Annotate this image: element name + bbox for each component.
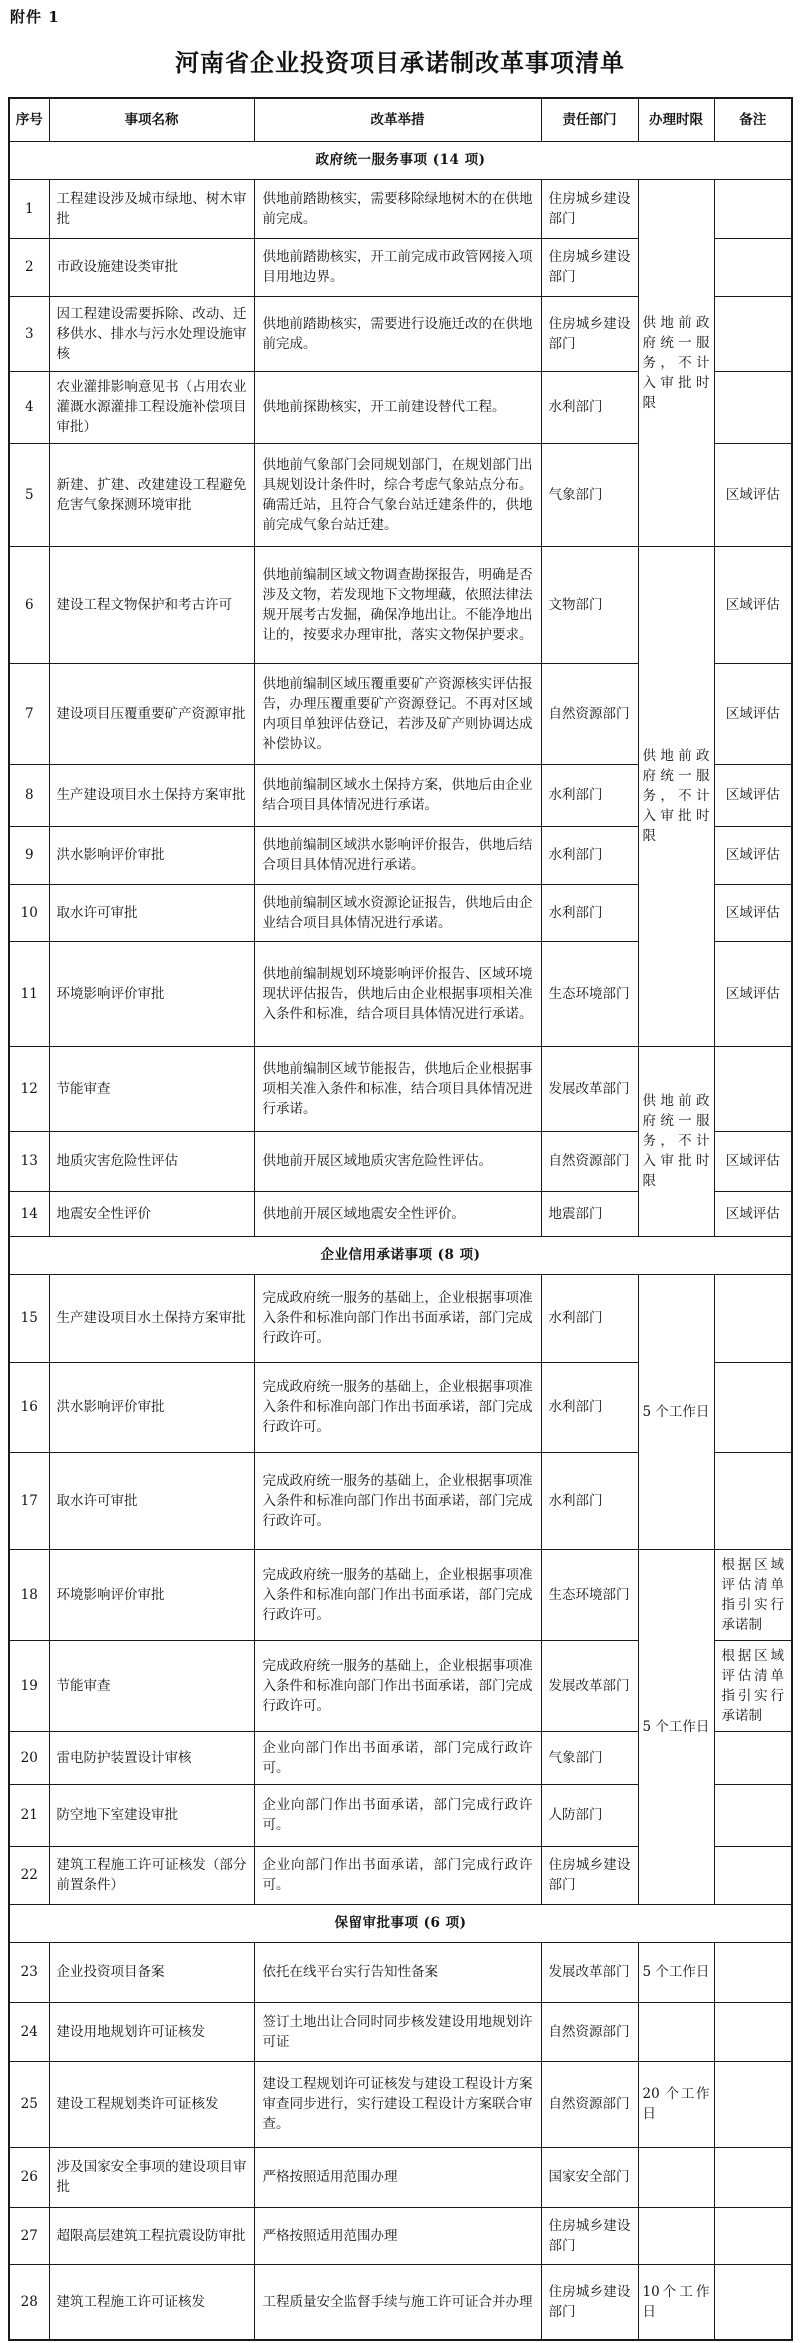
cell-note: 区域评估 bbox=[714, 884, 792, 941]
cell-item-name: 洪水影响评价审批 bbox=[49, 826, 254, 884]
cell-reform-measure: 供地前探勘核实，开工前建设替代工程。 bbox=[254, 371, 541, 443]
cell-row-number: 9 bbox=[9, 826, 49, 884]
cell-row-number: 10 bbox=[9, 884, 49, 941]
cell-item-name: 超限高层建筑工程抗震设防审批 bbox=[49, 2207, 254, 2264]
cell-note: 区域评估 bbox=[714, 1191, 792, 1236]
cell-time-limit: 供地前政府统一服务，不计入审批时限 bbox=[638, 179, 714, 546]
cell-row-number: 4 bbox=[9, 371, 49, 443]
cell-row-number: 3 bbox=[9, 296, 49, 371]
cell-item-name: 防空地下室建设审批 bbox=[49, 1784, 254, 1846]
cell-item-name: 生产建设项目水土保持方案审批 bbox=[49, 1274, 254, 1362]
cell-responsible-dept: 自然资源部门 bbox=[541, 2002, 638, 2061]
cell-note bbox=[714, 1846, 792, 1904]
cell-item-name: 环境影响评价审批 bbox=[49, 1549, 254, 1640]
cell-item-name: 建设工程文物保护和考古许可 bbox=[49, 546, 254, 663]
section-title: 企业信用承诺事项 (8 项) bbox=[9, 1236, 792, 1274]
cell-item-name: 节能审查 bbox=[49, 1640, 254, 1731]
cell-row-number: 20 bbox=[9, 1731, 49, 1784]
cell-responsible-dept: 发展改革部门 bbox=[541, 1942, 638, 2002]
cell-note: 区域评估 bbox=[714, 826, 792, 884]
cell-note: 区域评估 bbox=[714, 443, 792, 546]
cell-responsible-dept: 气象部门 bbox=[541, 443, 638, 546]
cell-note bbox=[714, 1731, 792, 1784]
cell-note bbox=[714, 1274, 792, 1362]
table-row bbox=[9, 2061, 792, 2147]
section-title: 政府统一服务事项 (14 项) bbox=[9, 141, 792, 179]
cell-item-name: 雷电防护装置设计审核 bbox=[49, 1731, 254, 1784]
cell-note: 区域评估 bbox=[714, 941, 792, 1046]
cell-item-name: 涉及国家安全事项的建设项目审批 bbox=[49, 2147, 254, 2207]
cell-reform-measure: 供地前编制区域节能报告，供地后企业根据事项相关准入条件和标准，结合项目具体情况进行承诺。 bbox=[254, 1046, 541, 1131]
cell-item-name: 企业投资项目备案 bbox=[49, 1942, 254, 2002]
cell-item-name: 建设工程规划类许可证核发 bbox=[49, 2061, 254, 2147]
cell-note bbox=[714, 179, 792, 238]
table-row bbox=[9, 2207, 792, 2264]
cell-responsible-dept: 发展改革部门 bbox=[541, 1046, 638, 1131]
cell-responsible-dept: 国家安全部门 bbox=[541, 2147, 638, 2207]
cell-responsible-dept: 水利部门 bbox=[541, 371, 638, 443]
column-header-measure: 改革举措 bbox=[254, 98, 541, 141]
cell-reform-measure: 完成政府统一服务的基础上，企业根据事项准入条件和标准向部门作出书面承诺，部门完成行政许可。 bbox=[254, 1274, 541, 1362]
cell-item-name: 生产建设项目水土保持方案审批 bbox=[49, 764, 254, 826]
cell-row-number: 28 bbox=[9, 2264, 49, 2340]
table-row bbox=[9, 546, 792, 663]
cell-row-number: 7 bbox=[9, 663, 49, 764]
cell-row-number: 27 bbox=[9, 2207, 49, 2264]
cell-responsible-dept: 水利部门 bbox=[541, 826, 638, 884]
cell-responsible-dept: 文物部门 bbox=[541, 546, 638, 663]
cell-item-name: 建设用地规划许可证核发 bbox=[49, 2002, 254, 2061]
section-header-row bbox=[9, 141, 792, 179]
cell-row-number: 24 bbox=[9, 2002, 49, 2061]
column-header-name: 事项名称 bbox=[49, 98, 254, 141]
section-header-row bbox=[9, 1904, 792, 1942]
cell-item-name: 因工程建设需要拆除、改动、迁移供水、排水与污水处理设施审核 bbox=[49, 296, 254, 371]
cell-responsible-dept: 气象部门 bbox=[541, 1731, 638, 1784]
cell-note bbox=[714, 2002, 792, 2061]
cell-item-name: 取水许可审批 bbox=[49, 884, 254, 941]
cell-time-limit: 20 个工作日 bbox=[638, 2061, 714, 2147]
cell-note bbox=[714, 2207, 792, 2264]
cell-responsible-dept: 发展改革部门 bbox=[541, 1640, 638, 1731]
cell-note bbox=[714, 1362, 792, 1452]
cell-item-name: 环境影响评价审批 bbox=[49, 941, 254, 1046]
cell-reform-measure: 供地前编制区域洪水影响评价报告，供地后结合项目具体情况进行承诺。 bbox=[254, 826, 541, 884]
cell-item-name: 建筑工程施工许可证核发（部分前置条件） bbox=[49, 1846, 254, 1904]
table-row bbox=[9, 2147, 792, 2207]
cell-reform-measure: 供地前踏勘核实，需要进行设施迁改的在供地前完成。 bbox=[254, 296, 541, 371]
cell-reform-measure: 供地前气象部门会同规划部门，在规划部门出具规划设计条件时，综合考虑气象站点分布。确需迁站，且符合气象台站迁建条件的，供地前完成气象台站迁建。 bbox=[254, 443, 541, 546]
cell-row-number: 18 bbox=[9, 1549, 49, 1640]
cell-reform-measure: 供地前开展区域地质灾害危险性评估。 bbox=[254, 1131, 541, 1191]
cell-time-limit bbox=[638, 2002, 714, 2061]
cell-reform-measure: 严格按照适用范围办理 bbox=[254, 2207, 541, 2264]
cell-note bbox=[714, 1046, 792, 1131]
cell-note: 区域评估 bbox=[714, 764, 792, 826]
cell-reform-measure: 供地前编制规划环境影响评价报告、区域环境现状评估报告，供地后由企业根据事项相关准入条件和标准，结合项目具体情况进行承诺。 bbox=[254, 941, 541, 1046]
cell-reform-measure: 供地前编制区域文物调查勘探报告，明确是否涉及文物，若发现地下文物埋藏，依照法律法规开展考古发掘，确保净地出让。不能净地出让的，按要求办理审批，落实文物保护要求。 bbox=[254, 546, 541, 663]
cell-note bbox=[714, 1452, 792, 1549]
table-row bbox=[9, 2002, 792, 2061]
cell-reform-measure: 完成政府统一服务的基础上，企业根据事项准入条件和标准向部门作出书面承诺，部门完成行政许可。 bbox=[254, 1549, 541, 1640]
cell-reform-measure: 依托在线平台实行告知性备案 bbox=[254, 1942, 541, 2002]
cell-time-limit bbox=[638, 2147, 714, 2207]
cell-item-name: 工程建设涉及城市绿地、树木审批 bbox=[49, 179, 254, 238]
cell-time-limit: 5 个工作日 bbox=[638, 1549, 714, 1904]
cell-row-number: 8 bbox=[9, 764, 49, 826]
cell-responsible-dept: 住房城乡建设部门 bbox=[541, 238, 638, 296]
cell-note: 根据区域评估清单指引实行承诺制 bbox=[714, 1549, 792, 1640]
table-row bbox=[9, 179, 792, 238]
document-page bbox=[0, 6, 800, 2343]
reform-items-table bbox=[8, 97, 793, 2341]
cell-row-number: 16 bbox=[9, 1362, 49, 1452]
cell-note bbox=[714, 2147, 792, 2207]
cell-note bbox=[714, 2264, 792, 2340]
cell-reform-measure: 供地前开展区域地震安全性评价。 bbox=[254, 1191, 541, 1236]
cell-responsible-dept: 自然资源部门 bbox=[541, 663, 638, 764]
cell-responsible-dept: 水利部门 bbox=[541, 1452, 638, 1549]
section-title: 保留审批事项 (6 项) bbox=[9, 1904, 792, 1942]
cell-note bbox=[714, 1784, 792, 1846]
cell-item-name: 地震安全性评价 bbox=[49, 1191, 254, 1236]
cell-time-limit: 10个工作日 bbox=[638, 2264, 714, 2340]
cell-note bbox=[714, 371, 792, 443]
cell-time-limit: 5 个工作日 bbox=[638, 1274, 714, 1549]
cell-row-number: 23 bbox=[9, 1942, 49, 2002]
cell-responsible-dept: 水利部门 bbox=[541, 764, 638, 826]
cell-item-name: 市政设施建设类审批 bbox=[49, 238, 254, 296]
cell-reform-measure: 签订土地出让合同时同步核发建设用地规划许可证 bbox=[254, 2002, 541, 2061]
cell-note: 区域评估 bbox=[714, 663, 792, 764]
cell-row-number: 2 bbox=[9, 238, 49, 296]
cell-row-number: 17 bbox=[9, 1452, 49, 1549]
cell-reform-measure: 严格按照适用范围办理 bbox=[254, 2147, 541, 2207]
cell-row-number: 6 bbox=[9, 546, 49, 663]
cell-note: 区域评估 bbox=[714, 1131, 792, 1191]
table-row bbox=[9, 2264, 792, 2340]
cell-responsible-dept: 自然资源部门 bbox=[541, 1131, 638, 1191]
cell-row-number: 15 bbox=[9, 1274, 49, 1362]
table-row bbox=[9, 1274, 792, 1362]
cell-row-number: 25 bbox=[9, 2061, 49, 2147]
cell-reform-measure: 企业向部门作出书面承诺，部门完成行政许可。 bbox=[254, 1731, 541, 1784]
cell-item-name: 节能审查 bbox=[49, 1046, 254, 1131]
cell-reform-measure: 供地前踏勘核实，需要移除绿地树木的在供地前完成。 bbox=[254, 179, 541, 238]
cell-reform-measure: 建设工程规划许可证核发与建设工程设计方案审查同步进行，实行建设工程设计方案联合审查。 bbox=[254, 2061, 541, 2147]
attachment-label: 附件 1 bbox=[10, 8, 60, 26]
cell-responsible-dept: 水利部门 bbox=[541, 884, 638, 941]
cell-row-number: 13 bbox=[9, 1131, 49, 1191]
cell-note bbox=[714, 1942, 792, 2002]
header-row bbox=[9, 98, 792, 141]
cell-item-name: 洪水影响评价审批 bbox=[49, 1362, 254, 1452]
cell-note bbox=[714, 2061, 792, 2147]
page-title: 河南省企业投资项目承诺制改革事项清单 bbox=[175, 48, 625, 77]
cell-reform-measure: 企业向部门作出书面承诺，部门完成行政许可。 bbox=[254, 1784, 541, 1846]
cell-time-limit bbox=[638, 2207, 714, 2264]
cell-item-name: 新建、扩建、改建建设工程避免危害气象探测环境审批 bbox=[49, 443, 254, 546]
table-row bbox=[9, 1942, 792, 2002]
cell-note: 区域评估 bbox=[714, 546, 792, 663]
cell-note: 根据区域评估清单指引实行承诺制 bbox=[714, 1640, 792, 1731]
cell-reform-measure: 完成政府统一服务的基础上，企业根据事项准入条件和标准向部门作出书面承诺，部门完成行政许可。 bbox=[254, 1452, 541, 1549]
column-header-no: 序号 bbox=[9, 98, 49, 141]
section-header-row bbox=[9, 1236, 792, 1274]
cell-reform-measure: 供地前编制区域压覆重要矿产资源核实评估报告，办理压覆重要矿产资源登记。不再对区域内项目单独评估登记，若涉及矿产则协调达成补偿协议。 bbox=[254, 663, 541, 764]
cell-responsible-dept: 水利部门 bbox=[541, 1362, 638, 1452]
cell-responsible-dept: 住房城乡建设部门 bbox=[541, 1846, 638, 1904]
cell-row-number: 14 bbox=[9, 1191, 49, 1236]
cell-time-limit: 供地前政府统一服务，不计入审批时限 bbox=[638, 546, 714, 1046]
column-header-note: 备注 bbox=[714, 98, 792, 141]
cell-responsible-dept: 生态环境部门 bbox=[541, 941, 638, 1046]
cell-reform-measure: 供地前踏勘核实，开工前完成市政管网接入项目用地边界。 bbox=[254, 238, 541, 296]
cell-responsible-dept: 住房城乡建设部门 bbox=[541, 296, 638, 371]
table-row bbox=[9, 1046, 792, 1131]
table-row bbox=[9, 1549, 792, 1640]
cell-reform-measure: 供地前编制区域水资源论证报告，供地后由企业结合项目具体情况进行承诺。 bbox=[254, 884, 541, 941]
cell-responsible-dept: 住房城乡建设部门 bbox=[541, 2264, 638, 2340]
cell-responsible-dept: 地震部门 bbox=[541, 1191, 638, 1236]
cell-note bbox=[714, 238, 792, 296]
column-header-dept: 责任部门 bbox=[541, 98, 638, 141]
cell-row-number: 22 bbox=[9, 1846, 49, 1904]
cell-reform-measure: 工程质量安全监督手续与施工许可证合并办理 bbox=[254, 2264, 541, 2340]
cell-responsible-dept: 生态环境部门 bbox=[541, 1549, 638, 1640]
cell-reform-measure: 完成政府统一服务的基础上，企业根据事项准入条件和标准向部门作出书面承诺，部门完成行政许可。 bbox=[254, 1362, 541, 1452]
cell-row-number: 11 bbox=[9, 941, 49, 1046]
cell-row-number: 5 bbox=[9, 443, 49, 546]
cell-item-name: 地质灾害危险性评估 bbox=[49, 1131, 254, 1191]
cell-responsible-dept: 住房城乡建设部门 bbox=[541, 179, 638, 238]
cell-reform-measure: 企业向部门作出书面承诺，部门完成行政许可。 bbox=[254, 1846, 541, 1904]
column-header-time: 办理时限 bbox=[638, 98, 714, 141]
cell-row-number: 1 bbox=[9, 179, 49, 238]
cell-reform-measure: 供地前编制区域水土保持方案，供地后由企业结合项目具体情况进行承诺。 bbox=[254, 764, 541, 826]
cell-time-limit: 5 个工作日 bbox=[638, 1942, 714, 2002]
cell-item-name: 建设项目压覆重要矿产资源审批 bbox=[49, 663, 254, 764]
cell-responsible-dept: 住房城乡建设部门 bbox=[541, 2207, 638, 2264]
cell-reform-measure: 完成政府统一服务的基础上，企业根据事项准入条件和标准向部门作出书面承诺，部门完成行政许可。 bbox=[254, 1640, 541, 1731]
cell-row-number: 21 bbox=[9, 1784, 49, 1846]
cell-responsible-dept: 人防部门 bbox=[541, 1784, 638, 1846]
cell-item-name: 建筑工程施工许可证核发 bbox=[49, 2264, 254, 2340]
cell-responsible-dept: 水利部门 bbox=[541, 1274, 638, 1362]
cell-row-number: 26 bbox=[9, 2147, 49, 2207]
cell-item-name: 取水许可审批 bbox=[49, 1452, 254, 1549]
cell-responsible-dept: 自然资源部门 bbox=[541, 2061, 638, 2147]
cell-item-name: 农业灌排影响意见书（占用农业灌溉水源灌排工程设施补偿项目审批） bbox=[49, 371, 254, 443]
cell-time-limit: 供地前政府统一服务，不计入审批时限 bbox=[638, 1046, 714, 1236]
cell-row-number: 19 bbox=[9, 1640, 49, 1731]
cell-row-number: 12 bbox=[9, 1046, 49, 1131]
cell-note bbox=[714, 296, 792, 371]
